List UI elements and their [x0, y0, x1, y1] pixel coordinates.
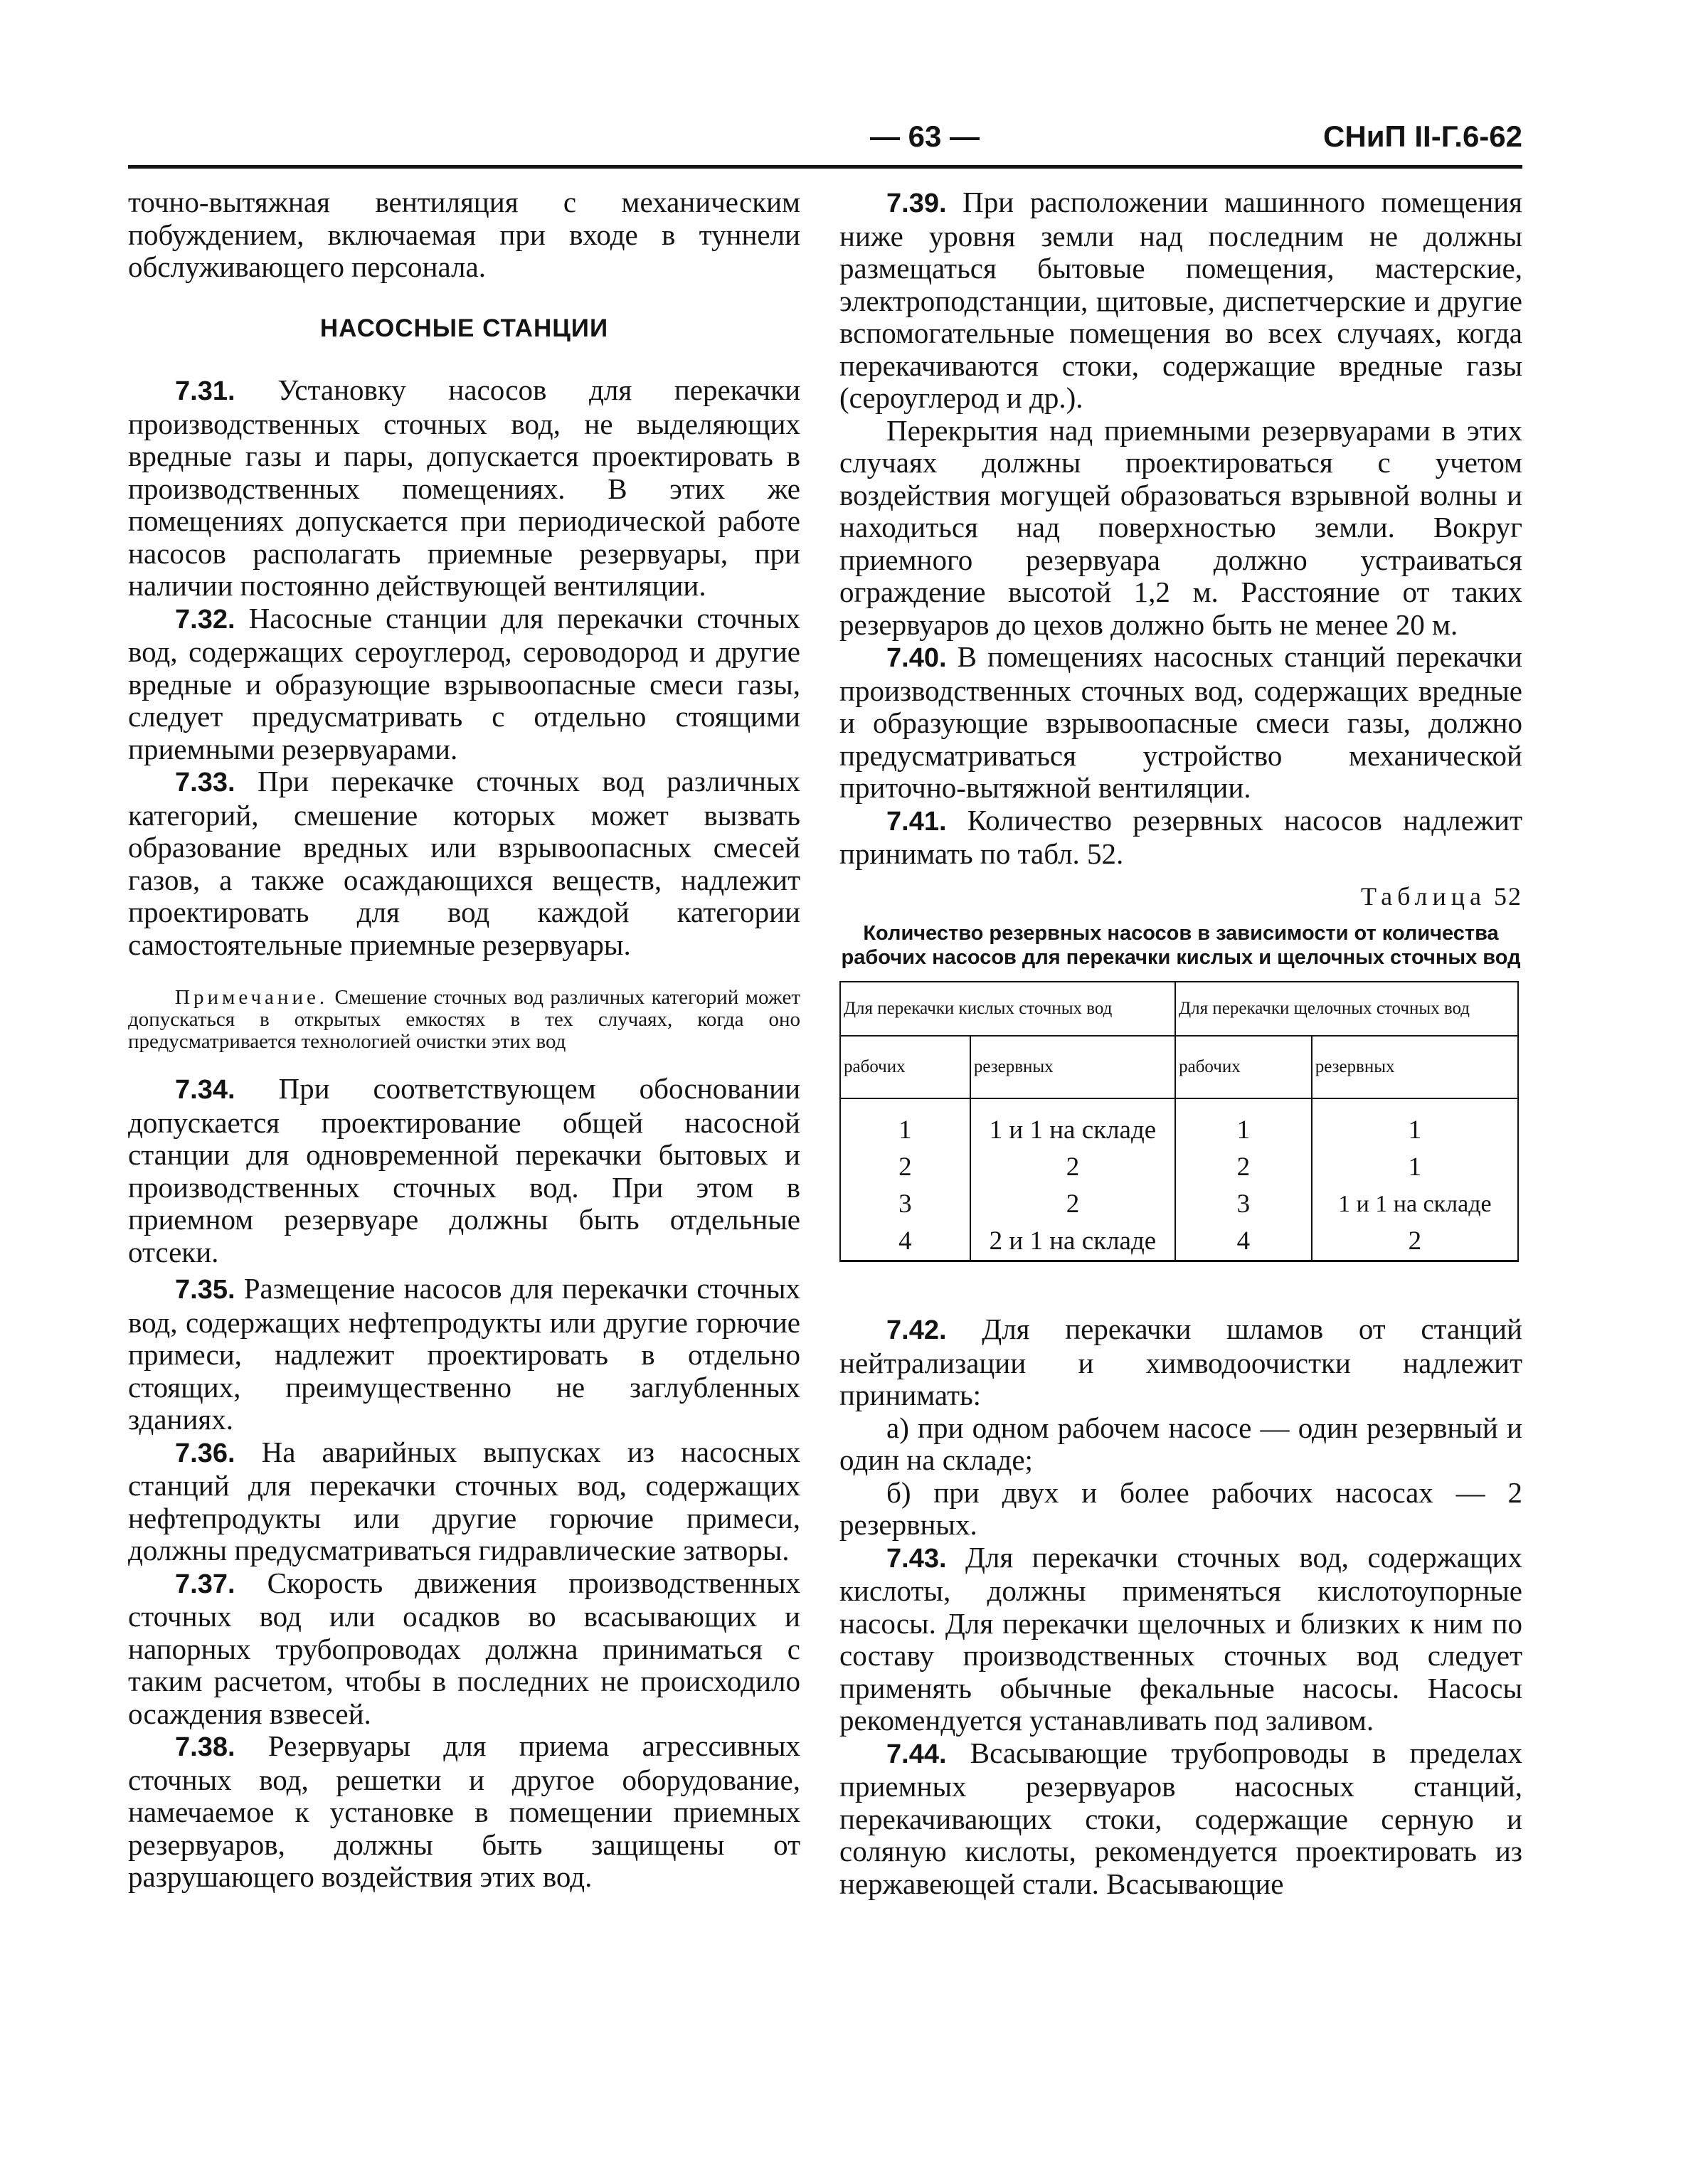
- clause-text: При перекачке сточных вод различных категорий, смешение которых может вызвать образование вредных или взрывоопасных смесей газов, а также осаждающихся веществ, надлежит проектировать для вод каждой категории самостоятельные приемные резервуары.: [128, 765, 801, 961]
- table-cell: 2: [1312, 1223, 1518, 1261]
- clause-text: На аварийных выпусках из насосных станций для перекачки сточных вод, содержащих нефтепродукты или другие горючие примеси, должны предусматриваться гидравлические затворы.: [128, 1435, 800, 1567]
- clause-number: 7.38.: [175, 1732, 235, 1762]
- clause-7-37: [128, 1567, 800, 1731]
- list-item-b: б) при двух и более рабочих насосах — 2 резервных.: [839, 1475, 1522, 1541]
- right-column: [839, 186, 1522, 1900]
- note: [128, 987, 800, 1053]
- table-cell: 3: [840, 1186, 970, 1223]
- table-column-header: рабочих: [840, 1036, 970, 1098]
- clause-number: 7.31.: [175, 376, 235, 406]
- clause-7-39: [839, 186, 1522, 415]
- clause-text: Для перекачки шламов от станций нейтрализации и химводоочистки надлежит принимать:: [839, 1313, 1522, 1411]
- clause-7-39-continued: Перекрытия над приемными резервуарами в этих случаях должны проектироваться с учетом воздействия могущей образоваться взрывной волны и находиться над поверхностью земли. Вокруг приемного резервуара должно устраиваться ограждение высотой 1,2 м. Расстояние от таких резервуаров до цехов должно быть не менее 20 м.: [839, 413, 1522, 641]
- clause-number: 7.44.: [886, 1739, 947, 1769]
- list-item-a: а) при одном рабочем насосе — один резервный и один на складе;: [839, 1411, 1522, 1476]
- note-text: Смешение сточных вод различных категорий может допускаться в открытых емкостях в тех случаях, когда оно предусматривается технологией очистки этих вод: [128, 986, 801, 1053]
- clause-number: 7.41.: [886, 806, 947, 837]
- intro-paragraph: точно-вытяжная вентиляция с механическим побуждением, включаемая при входе в туннели обслуживающего персонала.: [128, 186, 800, 283]
- table-group-header-row: [840, 982, 1518, 1036]
- table-cell: 1: [1175, 1098, 1312, 1149]
- clause-text: При расположении машинного помещения ниже уровня земли над последним не должны размещаться бытовые помещения, мастерские, электроподстанции, щитовые, диспетчерские и другие вспомогательные помещения во всех случаях, когда перекачиваются стоки, содержащие вредные газы (сероуглерод и др.).: [839, 186, 1522, 414]
- table-row: [840, 1149, 1518, 1186]
- table-cell: 4: [1175, 1223, 1312, 1261]
- clause-number: 7.39.: [886, 189, 947, 218]
- header-rule: [128, 165, 1522, 169]
- clause-number: 7.36.: [175, 1438, 235, 1468]
- table-group-header: Для перекачки кислых сточных вод: [840, 982, 1175, 1036]
- clause-text: Всасывающие трубопроводы в пределах приемных резервуаров насосных станций, перекачивающих стоки, содержащие серную и соляную кислоты, рекомендуется проектировать из нержавеющей стали. Всасывающие: [839, 1736, 1522, 1900]
- clause-7-34: [128, 1073, 800, 1268]
- table-cell: 1 и 1 на складе: [970, 1098, 1175, 1149]
- page-header: [128, 120, 1522, 162]
- clause-7-35: [128, 1273, 800, 1436]
- reserve-pumps-table: [839, 981, 1519, 1262]
- table-column-header: резервных: [970, 1036, 1175, 1098]
- note-label: Примечание.: [175, 986, 329, 1009]
- clause-7-41: [839, 805, 1522, 871]
- table-cell: 3: [1175, 1186, 1312, 1223]
- table-title: Количество резервных насосов в зависимости от количества рабочих насосов для перекачки кислых и щелочных сточных вод: [841, 922, 1521, 969]
- table-cell: 1: [1312, 1149, 1518, 1186]
- clause-7-36: [128, 1436, 800, 1567]
- clause-7-38: [128, 1730, 800, 1894]
- clause-7-42: [839, 1313, 1522, 1412]
- table-spacer: [839, 1262, 1522, 1313]
- clause-number: 7.34.: [175, 1075, 235, 1105]
- table-cell: 1 и 1 на складе: [1312, 1186, 1518, 1223]
- clause-7-43: [839, 1542, 1522, 1737]
- clause-text: Для перекачки сточных вод, содержащих кислоты, должны применяться кислотоупорные насосы. Для перекачки щелочных и близких к ним по составу производственных сточных вод следует применять обычные фекальные насосы. Насосы рекомендуется устанавливать под заливом.: [839, 1540, 1522, 1737]
- table-label-number: 52: [1494, 881, 1522, 911]
- clause-7-32: [128, 603, 800, 766]
- clause-number: 7.42.: [886, 1315, 947, 1345]
- clause-text: Скорость движения производственных сточных вод или осадков во всасывающих и напорных трубопроводах должна приниматься с таким расчетом, чтобы в последних не происходило осаждения взвесей.: [128, 1566, 800, 1730]
- table-row: [840, 1186, 1518, 1223]
- table-label: [839, 881, 1522, 913]
- clause-7-40: [839, 641, 1522, 805]
- table-cell: 1: [1312, 1098, 1518, 1149]
- clause-text: При соответствующем обосновании допускается проектирование общей насосной станции для одновременной перекачки бытовых и производственных сточных вод. При этом в приемном резервуаре должны быть отдельные отсеки.: [128, 1072, 801, 1268]
- left-column: [128, 186, 800, 1894]
- document-code: СНиП II-Г.6-62: [1323, 120, 1522, 153]
- clause-number: 7.37.: [175, 1569, 235, 1599]
- table-column-header: резервных: [1312, 1036, 1518, 1098]
- clause-text: Насосные станции для перекачки сточных вод, содержащих сероуглерод, сероводород и другие вредные и образующие взрывоопасные смеси газы, следует предусматривать с отдельно стоящими приемными резервуарами.: [128, 601, 801, 765]
- table-group-header: Для перекачки щелочных сточных вод: [1175, 982, 1518, 1036]
- clause-7-33: [128, 765, 800, 961]
- clause-number: 7.35.: [175, 1275, 235, 1305]
- clause-number: 7.32.: [175, 604, 235, 635]
- clause-7-44: [839, 1737, 1522, 1901]
- clause-text: В помещениях насосных станций перекачки производственных сточных вод, содержащих вредные и образующие взрывоопасные смеси газы, должно предусматриваться устройство механической приточно-вытяжной вентиляции.: [839, 640, 1522, 804]
- clause-number: 7.43.: [886, 1543, 947, 1574]
- table-cell: 2: [970, 1149, 1175, 1186]
- table-cell: 2: [840, 1149, 970, 1186]
- clause-text: Размещение насосов для перекачки сточных вод, содержащих нефтепродукты или другие горючие примеси, надлежит проектировать в отдельно стоящих, преимущественно не заглубленных зданиях.: [128, 1272, 801, 1436]
- table-row: [840, 1223, 1518, 1261]
- section-title: НАСОСНЫЕ СТАНЦИИ: [319, 314, 609, 342]
- clause-text: Резервуары для приема агрессивных сточных вод, решетки и другое оборудование, намечаемое к установке в помещении приемных резервуаров, должны быть защищены от разрушающего воздействия этих вод.: [128, 1729, 800, 1893]
- clause-7-31: [128, 374, 800, 603]
- table-cell: 2: [970, 1186, 1175, 1223]
- table-row: [840, 1098, 1518, 1149]
- table-sub-header-row: [840, 1036, 1518, 1098]
- clause-number: 7.33.: [175, 768, 235, 797]
- table-column-header: рабочих: [1175, 1036, 1312, 1098]
- table-cell: 2 и 1 на складе: [970, 1223, 1175, 1261]
- page-number: — 63 —: [869, 120, 980, 153]
- table-cell: 4: [840, 1223, 970, 1261]
- table-cell: 1: [840, 1098, 970, 1149]
- table-label-word: Таблица: [1361, 881, 1486, 911]
- clause-text: Количество резервных насосов надлежит принимать по табл. 52.: [839, 803, 1522, 870]
- table-cell: 2: [1175, 1149, 1312, 1186]
- clause-number: 7.40.: [886, 643, 947, 673]
- clause-text: Установку насосов для перекачки производственных сточных вод, не выделяющих вредные газы и пары, допускается проектировать в производственных помещениях. В этих же помещениях допускается при периодической работе насосов располагать приемные резервуары, при наличии постоянно действующей вентиляции.: [128, 373, 801, 602]
